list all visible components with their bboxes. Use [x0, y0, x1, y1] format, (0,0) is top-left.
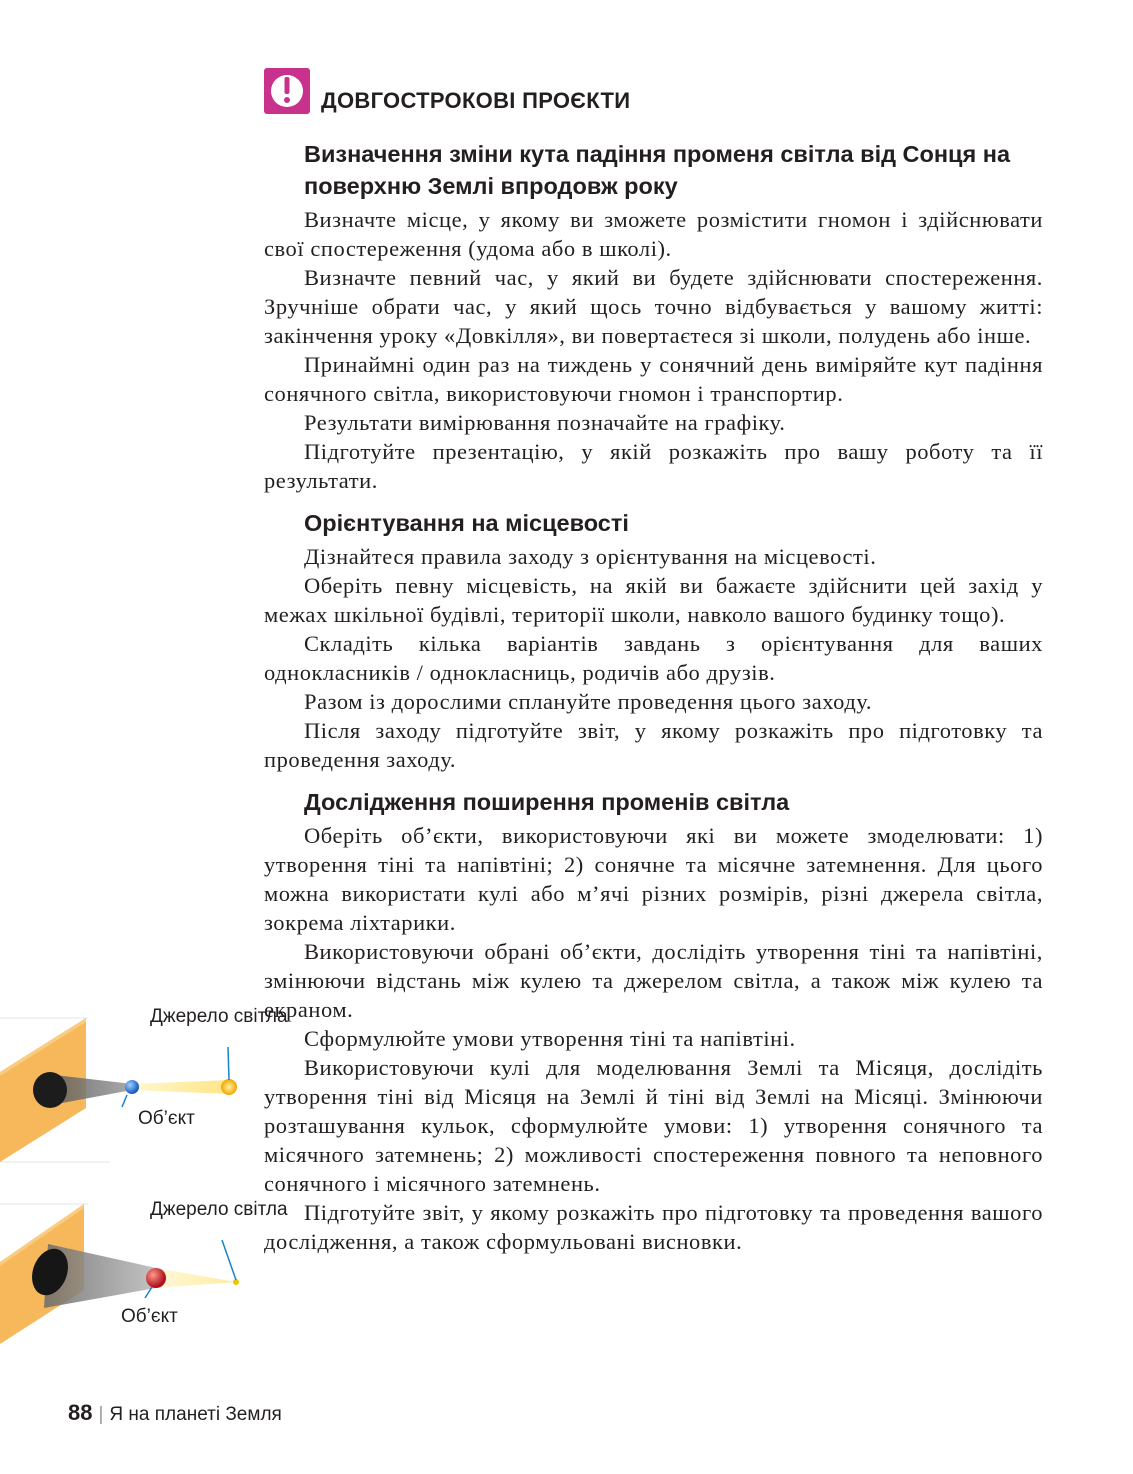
exclamation-clock-icon	[264, 68, 310, 114]
paragraph: Складіть кілька варіантів завдань з орієнтування для ваших однокласників / однокласниць, родичів або друзів.	[264, 631, 1043, 685]
main-content	[264, 138, 1043, 1256]
project-block	[264, 507, 1043, 774]
paragraph: Використовуючи кулі для моделювання Землі та Місяця, дослідіть утворення тіні від Місяця на Землі й тіні від Землі на Місяці. Змінюючи розташування кульок, сформулюйте умови: 1) утворення сонячного та місячного затемнень; 2) можливості спостереження повного та неповного сонячного і місячного затемнень.	[264, 1055, 1043, 1196]
light-source-label: Джерело світла	[150, 1199, 288, 1220]
paragraph: Використовуючи обрані об’єкти, дослідіть утворення тіні та напівтіні, змінюючи відстань між кулею та джерелом світла, а також між кулею та екраном.	[264, 939, 1043, 1022]
project-heading: Визначення зміни кута падіння променя світла від Сонця на поверхню Землі впродовж року	[304, 141, 1011, 199]
shadow-diagram-2	[0, 1192, 288, 1352]
paragraph: Оберіть об’єкти, використовуючи які ви можете змоделювати: 1) утворення тіні та напівтіні; 2) сонячне та місячне затемнення. Для цього можна використати кулі або м’ячі різних розмірів, різні джерела світла, зокрема ліхтарики.	[264, 823, 1043, 935]
shadow-diagram-1	[0, 1000, 288, 1170]
project-block	[264, 786, 1043, 1256]
book-title: Я на планеті Земля	[109, 1404, 282, 1425]
paragraph: Результати вимірювання позначайте на графіку.	[304, 410, 786, 435]
project-heading: Дослідження поширення променів світла	[304, 789, 790, 815]
paragraph: Сформулюйте умови утворення тіні та напівтіні.	[304, 1026, 796, 1051]
project-heading: Орієнтування на місцевості	[304, 510, 629, 536]
paragraph: Підготуйте звіт, у якому розкажіть про підготовку та проведення вашого дослідження, а також сформульовані висновки.	[264, 1200, 1043, 1254]
paragraph: Після заходу підготуйте звіт, у якому розкажіть про підготовку та проведення заходу.	[264, 718, 1043, 772]
project-block	[264, 138, 1043, 495]
footer-separator: |	[98, 1404, 104, 1425]
paragraph: Визначте місце, у якому ви зможете розмістити гномон і здійснювати свої спостереження (удома або в школі).	[264, 207, 1043, 261]
object-label: Об’єкт	[138, 1108, 195, 1129]
object-label: Об’єкт	[121, 1306, 178, 1327]
paragraph: Дізнайтеся правила заходу з орієнтування на місцевості.	[304, 544, 877, 569]
page-footer	[68, 1400, 282, 1426]
paragraph: Принаймні один раз на тиждень у сонячний день виміряйте кут падіння сонячного світла, використовуючи гномон і транспортир.	[264, 352, 1043, 406]
paragraph: Оберіть певну місцевість, на якій ви бажаєте здійснити цей захід у межах шкільної будівлі, території школи, навколо вашого будинку тощо).	[264, 573, 1043, 627]
page-number: 88	[68, 1400, 93, 1425]
light-source-label: Джерело світла	[150, 1006, 288, 1027]
paragraph: Разом із дорослими сплануйте проведення цього заходу.	[304, 689, 873, 714]
paragraph: Підготуйте презентацію, у якій розкажіть про вашу роботу та її результати.	[264, 439, 1043, 493]
section-title: ДОВГОСТРОКОВІ ПРОЄКТИ	[321, 88, 631, 113]
paragraph: Визначте певний час, у який ви будете здійснювати спостереження. Зручніше обрати час, у який щось точно відбувається у вашому житті: закінчення уроку «Довкілля», ви повертаєтеся зі школи, полудень або інше.	[264, 265, 1043, 348]
